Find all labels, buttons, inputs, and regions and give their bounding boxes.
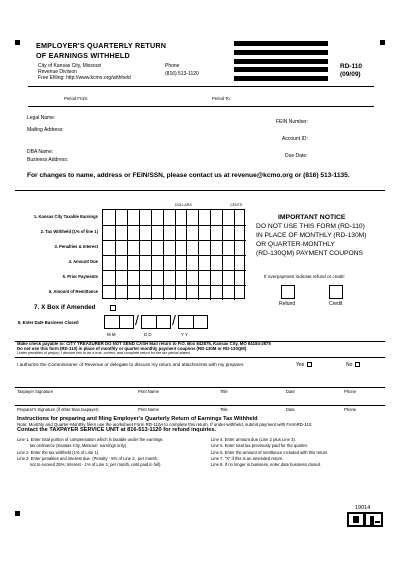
line-5-label: 5. Prior Payments bbox=[62, 274, 98, 279]
registration-mark-bottom-left bbox=[15, 511, 20, 516]
line-1-label: 1. Kansas City Taxable Earnings bbox=[33, 214, 98, 219]
divider bbox=[15, 357, 385, 358]
divider bbox=[15, 190, 385, 191]
taxpayer-title-label: Title bbox=[220, 389, 228, 394]
org-division: Revenue Division bbox=[38, 69, 77, 75]
date-slash: / bbox=[135, 312, 139, 328]
line-2-label: 2. Tax Withheld (1% of line 1) bbox=[40, 229, 98, 234]
important-notice-title: IMPORTANT NOTICE bbox=[278, 214, 346, 221]
footer-code: 19014 bbox=[355, 505, 371, 511]
legal-name-label: Legal Name: bbox=[27, 115, 56, 121]
grid-row-divider bbox=[103, 240, 246, 241]
efiling-link[interactable]: Free Efiling: http://www.kcmo.org/withheld bbox=[38, 75, 131, 81]
registration-mark-top-right bbox=[380, 40, 385, 45]
grid-row-divider bbox=[103, 255, 246, 256]
account-id-label: Account ID: bbox=[282, 136, 308, 142]
authorize-no-checkbox[interactable] bbox=[355, 362, 360, 367]
authorize-yes-label: Yes bbox=[296, 362, 305, 368]
preparer-title-label: Title bbox=[220, 407, 228, 412]
preparer-phone-label: Phone bbox=[344, 407, 357, 412]
printer-logo bbox=[347, 512, 383, 527]
contact-notice: For changes to name, address or FEIN/SSN, please contact us at revenue@kcmo.org or (816) 513-1135. bbox=[27, 172, 350, 179]
grid-row-divider bbox=[103, 225, 246, 226]
authorize-yes-checkbox[interactable] bbox=[307, 362, 312, 367]
signature-line bbox=[15, 405, 385, 406]
instruction-line: Line 6. Enter the amount of remittance included with this return. bbox=[211, 450, 329, 455]
preparer-print-name-label: Print Name bbox=[138, 407, 159, 412]
fein-number-label: FEIN Number: bbox=[276, 119, 308, 125]
registration-mark-top-left bbox=[15, 40, 20, 45]
form-revision-date: (09/09) bbox=[340, 71, 361, 78]
taxpayer-signature-label: Taxpayer Signature bbox=[17, 389, 54, 394]
barcode-bar bbox=[234, 50, 328, 55]
instruction-line: Line 2. Enter the tax withheld (1% of Line 1). bbox=[17, 450, 100, 455]
instruction-line: not to exceed 25%; Interest - 1% of Line 2, per month, until paid in full). bbox=[17, 462, 162, 467]
credit-label: Credit bbox=[329, 301, 343, 307]
cents-header: CENTS bbox=[230, 203, 243, 207]
form-number: RD-110 bbox=[340, 63, 363, 70]
phone-value: (816) 513-1120 bbox=[165, 71, 199, 77]
date-slash: / bbox=[172, 312, 176, 328]
day-caption: D D bbox=[144, 332, 152, 337]
dollars-header: DOLLARS bbox=[175, 203, 192, 207]
payment-instructions: Make check payable to: CITY TREASURER DO NOT SEND CASH Mail return to P.O. Box 842875, Kansas City, MO 64184-2875 bbox=[17, 341, 271, 346]
form-title-line2: OF EARNINGS WITHHELD bbox=[36, 51, 130, 60]
grid-row-divider bbox=[103, 285, 246, 286]
barcode-bar bbox=[234, 41, 328, 46]
due-date-label: Due Date: bbox=[285, 153, 308, 159]
taxpayer-print-name-label: Print Name bbox=[138, 389, 159, 394]
refund-label: Refund bbox=[279, 301, 296, 307]
instruction-line: Line 3. Enter penalties and interest due. (Penalty - 5% of Line 2, per month, bbox=[17, 456, 159, 461]
amended-label: 7. X Box if Amended bbox=[34, 304, 96, 311]
barcode-bar bbox=[234, 59, 328, 64]
refund-checkbox[interactable] bbox=[281, 285, 295, 299]
instruction-line: Line 5. Enter total tax previously paid for the quarter. bbox=[211, 443, 309, 448]
instruction-line: tax ordinance (Kansas City, Missouri earnings only). bbox=[17, 443, 128, 448]
signature-line bbox=[15, 387, 385, 388]
perjury-declaration: Under penalties of perjury, I declare this to be a true, correct, and complete return for the tax period stated. bbox=[17, 351, 191, 355]
divider bbox=[193, 315, 194, 329]
line-3-label: 3. Penalties & Interest bbox=[54, 244, 98, 249]
amount-entry-grid[interactable] bbox=[102, 209, 245, 299]
preparer-date-label: Date bbox=[286, 407, 295, 412]
instruction-line: Line 4. Enter amount due (Line 2 plus Line 3). bbox=[211, 437, 296, 442]
dba-name-label: DBA Name: bbox=[27, 149, 54, 155]
form-title-line1: EMPLOYER'S QUARTERLY RETURN bbox=[36, 41, 167, 50]
instruction-line: Line 8. If no longer in business, enter date business closed. bbox=[211, 462, 322, 467]
org-name: City of Kansas City, Missouri bbox=[38, 63, 102, 69]
instructions-title: Instructions for preparing and filing Employer's Quarterly Return of Earnings Tax Withheld bbox=[17, 416, 258, 422]
important-notice-line4: (RD-130QM) PAYMENT COUPONS bbox=[256, 250, 364, 257]
phone-label: Phone bbox=[165, 63, 180, 69]
grid-row-divider bbox=[103, 270, 246, 271]
instructions-contact: Contact the TAXPAYER SERVICE UNIT at 816-513-1120 for refund inquiries. bbox=[17, 427, 217, 433]
preparer-signature-label: Preparer's Signature (if other than taxpayer) bbox=[17, 407, 99, 412]
form-usage-warning: Do not use this form (RD-110) in place of monthly or quarter-monthly payment coupons (RD-130M or RD-130QM) bbox=[17, 346, 247, 351]
amended-checkbox[interactable] bbox=[110, 305, 116, 311]
date-closed-label: 8. Enter Date Business Closed bbox=[18, 320, 79, 325]
important-notice-line2: IN PLACE OF MONTHLY (RD-130M) bbox=[256, 232, 367, 239]
instruction-line: Line 1. Enter total portion of compensation which is taxable under the earnings bbox=[17, 437, 163, 442]
instructions-note: Note: Monthly and Quarter-Monthly filers use the worksheet Form RD-110A to complete this return. If under-withheld, submit payment with FormRD-110. bbox=[17, 422, 313, 427]
line-6-label: 6. Amount of Remittance bbox=[48, 289, 98, 294]
preparer-authorization: I authorize the Commissioner of Revenue or delegate to discuss my return and attachments with my preparer. bbox=[17, 362, 245, 367]
period-from-label: Period From: bbox=[64, 96, 89, 101]
divider bbox=[156, 315, 157, 329]
instruction-line: Line 7. "X" if this is an amended return. bbox=[211, 456, 284, 461]
credit-checkbox[interactable] bbox=[329, 285, 343, 299]
divider bbox=[28, 86, 374, 87]
important-notice-line1: DO NOT USE THIS FORM (RD-110) bbox=[256, 223, 365, 230]
year-caption: Y Y bbox=[181, 332, 188, 337]
taxpayer-date-label: Date bbox=[286, 389, 295, 394]
business-address-label: Business Address: bbox=[27, 157, 69, 163]
divider bbox=[28, 106, 374, 107]
overpayment-prompt: If overpayment indicate refund or credit: bbox=[264, 274, 345, 279]
taxpayer-phone-label: Phone bbox=[344, 389, 357, 394]
mailing-address-label: Mailing Address: bbox=[27, 127, 64, 133]
month-caption: M M bbox=[107, 332, 116, 337]
barcode-bar bbox=[234, 67, 328, 72]
important-notice-line3: OR QUARTER-MONTHLY bbox=[256, 241, 335, 248]
period-to-label: Period To: bbox=[212, 96, 231, 101]
authorize-no-label: No bbox=[346, 362, 353, 368]
barcode-bar bbox=[234, 76, 328, 81]
divider bbox=[119, 315, 120, 329]
line-4-label: 4. Amount Due bbox=[68, 259, 98, 264]
